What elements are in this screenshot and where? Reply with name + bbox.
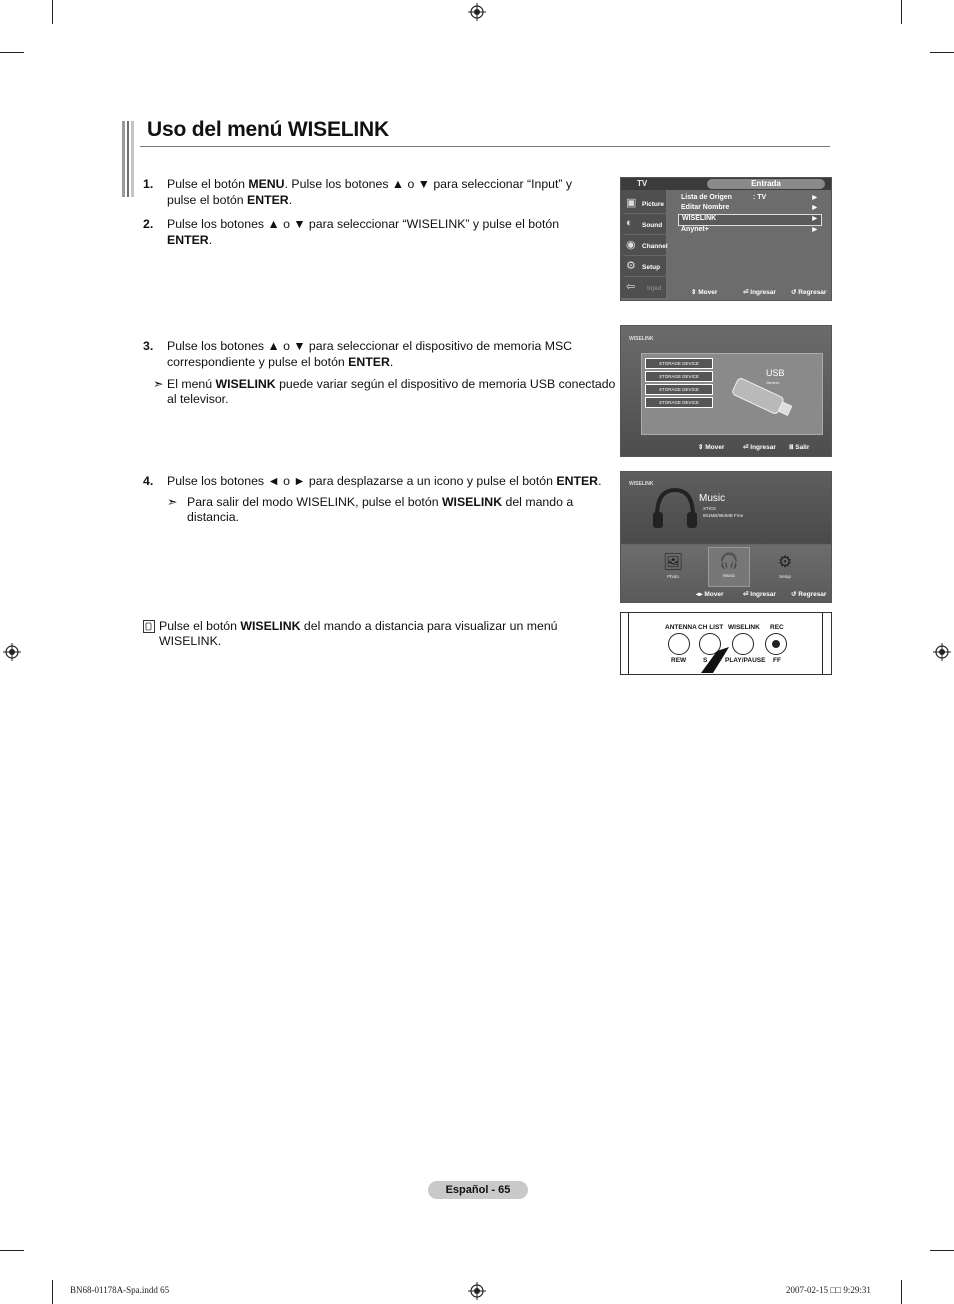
return-hint: ↺ Regresar	[791, 289, 827, 296]
menu-row	[681, 226, 821, 236]
chlist-label: CH LIST	[698, 624, 724, 631]
sidebar-item-setup	[623, 256, 666, 277]
title-decoration	[122, 121, 134, 197]
pointing-hand-icon	[699, 643, 739, 674]
crop-mark	[0, 52, 24, 53]
ff-label: FF	[773, 657, 781, 664]
wiselink-logo: WISELINK	[629, 336, 654, 342]
arrow-right-icon: ▶	[812, 205, 817, 211]
menu-header-title: Entrada	[751, 179, 781, 188]
picture-icon: ▣	[626, 197, 637, 209]
crop-mark	[930, 1250, 954, 1251]
arrow-right-icon: ▶	[812, 227, 817, 233]
step-text-line: ENTER.	[167, 233, 213, 247]
note-arrow-icon: ➣	[167, 495, 178, 509]
input-menu-screenshot	[620, 177, 832, 301]
headphones-icon	[651, 484, 699, 534]
osd-footer	[666, 288, 831, 299]
exit-hint: Ⅲ Salir	[789, 444, 810, 451]
music-title: Music	[699, 493, 726, 504]
crop-mark	[901, 1280, 902, 1304]
sidebar-item-label: Sound	[642, 222, 663, 229]
menu-row-label: Anynet+	[681, 226, 709, 233]
input-icon: ⇦	[626, 281, 636, 293]
menu-row-label: Lista de Origen	[681, 194, 732, 201]
remote-edge	[628, 613, 629, 674]
sound-icon: ◐	[626, 217, 633, 229]
step-number: 3.	[143, 339, 154, 353]
footer-filename: BN68-01178A-Spa.indd 65	[70, 1285, 170, 1295]
device-panel	[641, 353, 823, 435]
rew-label: REW	[671, 657, 687, 664]
note-text-line: Pulse el botón WISELINK del mando a distancia para visualizar un menú	[159, 619, 558, 633]
sidebar-item-channel	[623, 235, 666, 256]
step-text-line: Pulse el botón MENU. Pulse los botones ▲ o ▼ para seleccionar “Input” y	[167, 177, 573, 191]
note-text-line: El menú WISELINK puede variar según el dispositivo de memoria USB conectado	[167, 377, 616, 391]
menu-row-label: Editar Nombre	[681, 204, 730, 211]
note-text-line: Para salir del modo WISELINK, pulse el botón WISELINK del mando a	[187, 495, 574, 509]
move-hint: ◂▸ Mover	[696, 591, 724, 598]
remote-control-image	[620, 612, 832, 675]
crop-mark	[0, 1250, 24, 1251]
s-label: S	[703, 657, 708, 664]
storage-device-item: STORAGE DEVICE	[645, 384, 713, 395]
icon-label: Photo	[667, 574, 679, 579]
registration-mark-icon	[468, 1282, 486, 1300]
crop-mark	[930, 52, 954, 53]
crop-mark	[901, 0, 902, 24]
menu-row	[681, 194, 821, 204]
return-hint: ↺ Regresar	[791, 591, 827, 598]
step-number: 4.	[143, 474, 154, 488]
enter-hint: ⏎ Ingresar	[743, 591, 776, 598]
note-text-line: WISELINK.	[159, 634, 222, 648]
crop-mark	[52, 1280, 53, 1304]
move-hint: ⇕ Mover	[698, 444, 725, 451]
step-text-line: pulse el botón ENTER.	[167, 193, 293, 207]
setup-icon: ⚙	[626, 260, 636, 272]
page-number: Español - 65	[428, 1181, 528, 1199]
osd-footer	[621, 443, 831, 454]
setup-icon: ⚙	[777, 554, 793, 571]
page-title: Uso del menú WISELINK	[147, 118, 389, 141]
arrow-right-icon: ▶	[812, 216, 817, 222]
wiselink-label: WISELINK	[728, 624, 760, 631]
photo-icon: 🖼	[662, 554, 684, 571]
music-item-selected	[708, 547, 750, 587]
move-hint: ⇕ Mover	[691, 289, 718, 296]
tv-label: TV	[637, 179, 648, 188]
music-menu-screenshot	[620, 471, 832, 603]
registration-mark-icon	[933, 643, 951, 661]
setup-item	[765, 552, 805, 579]
note-text-line: distancia.	[187, 510, 239, 524]
remote-edge	[822, 613, 823, 674]
sidebar-item-sound	[623, 214, 666, 235]
enter-hint: ⏎ Ingresar	[743, 289, 776, 296]
rec-button	[765, 633, 787, 655]
headphones-icon: 🎧	[719, 553, 739, 570]
arrow-right-icon: ▶	[812, 195, 817, 201]
sidebar-item-label: Input	[647, 285, 662, 292]
usb-label: USB	[766, 368, 785, 378]
note-text-line: al televisor.	[167, 392, 229, 406]
sidebar-item-picture	[623, 193, 666, 214]
osd-sidebar	[621, 190, 666, 298]
enter-hint: ⏎ Ingresar	[743, 444, 776, 451]
remote-icon	[143, 620, 155, 633]
playpause-label: PLAY/PAUSE	[725, 657, 766, 664]
title-divider	[140, 146, 830, 147]
wiselink-logo: WISELINK	[629, 481, 654, 487]
menu-row-value: : TV	[753, 194, 767, 201]
antenna-button	[668, 633, 690, 655]
storage-device-item: STORAGE DEVICE	[645, 371, 713, 382]
osd-header	[621, 178, 831, 190]
step-text-line: Pulse los botones ◄ o ► para desplazarse a un icono y pulse el botón ENTER.	[167, 474, 602, 488]
osd-footer	[621, 590, 831, 601]
sidebar-item-label: Setup	[642, 264, 661, 271]
rec-label: REC	[770, 624, 784, 631]
step-number: 1.	[143, 177, 154, 191]
antenna-label: ANTENNA	[665, 624, 697, 631]
icon-label: Setup	[779, 574, 791, 579]
photo-item	[653, 552, 693, 579]
usb-drive-icon	[727, 374, 797, 424]
step-text-line: correspondiente y pulse el botón ENTER.	[167, 355, 394, 369]
device-select-screenshot	[620, 325, 832, 457]
note-arrow-icon: ➣	[153, 377, 164, 391]
icon-label: Music	[723, 573, 735, 578]
menu-row	[681, 204, 821, 214]
registration-mark-icon	[3, 643, 21, 661]
usb-sub-label: Genero	[766, 380, 780, 385]
step-number: 2.	[143, 217, 154, 231]
music-subtitle: XTICK 801MB/984MB Free	[703, 506, 744, 518]
menu-header-pill	[707, 179, 825, 189]
crop-mark	[52, 0, 53, 24]
storage-device-item: STORAGE DEVICE	[645, 397, 713, 408]
menu-row-selected	[678, 214, 822, 226]
step-text-line: Pulse los botones ▲ o ▼ para seleccionar el dispositivo de memoria MSC	[167, 339, 573, 353]
registration-mark-icon	[468, 3, 486, 21]
sidebar-item-input	[623, 277, 666, 297]
channel-icon: ◉	[626, 239, 636, 251]
footer-timestamp: 2007-02-15 □□ 9:29:31	[786, 1285, 871, 1295]
sidebar-item-label: Channel	[642, 243, 668, 250]
storage-device-item: STORAGE DEVICE	[645, 358, 713, 369]
menu-row-label: WISELINK	[682, 215, 717, 222]
step-text-line: Pulse los botones ▲ o ▼ para seleccionar “WISELINK” y pulse el botón	[167, 217, 560, 231]
sidebar-item-label: Picture	[642, 201, 665, 208]
